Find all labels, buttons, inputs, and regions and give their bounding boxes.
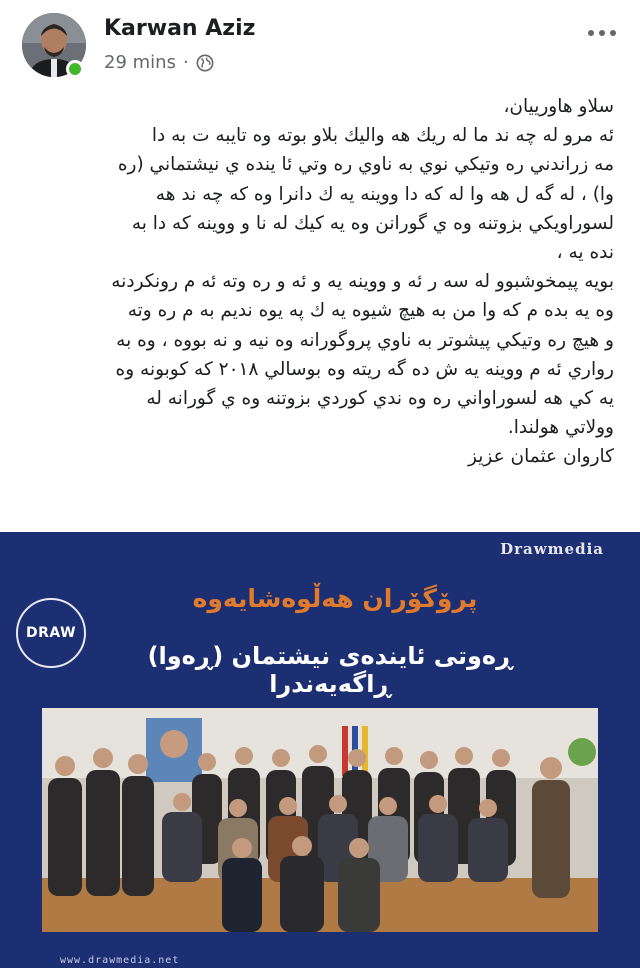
post-header — [0, 0, 640, 90]
post-line: مه زراندني ره وتيكي نوي به ناوي ره وتي ئا ينده ي نيشتماني (ره — [117, 154, 614, 176]
headline-secondary: ڕەوتی ئایندەی نیشتمان (ڕەوا) ڕاگەیەندرا — [147, 642, 513, 698]
group-photo-illustration — [42, 708, 598, 932]
brand-watermark: Drawmedia — [500, 540, 604, 558]
group-photo — [42, 708, 598, 932]
post-line: نده يه ، — [556, 242, 614, 264]
logo-text: DRAW — [25, 625, 77, 641]
post-image[interactable] — [0, 532, 640, 968]
post-line: سلاو هاوريیان، — [503, 96, 614, 117]
post-signature: كاروان عثمان عزيز — [468, 446, 614, 468]
post-timestamp[interactable]: 29 mins — [104, 52, 176, 73]
post-line: لسوراويكي بزوتنه وه ي گورانن وه يه كيك له نا و ووينه كه دا به — [131, 212, 614, 234]
more-options-icon[interactable] — [588, 26, 618, 40]
post-line: بويه پيمخوشبوو له سه ر ئه و ووينه يه و ئه و ره وته ئه م رونكردنه — [111, 271, 614, 293]
globe-icon — [196, 54, 214, 72]
meta-separator: · — [182, 52, 189, 73]
post-line: وا) ، له گه ل هه وا له كه دا ووينه يه ك دانرا وه كه چه ند هه — [155, 183, 614, 205]
draw-logo — [16, 598, 86, 668]
post-body — [24, 92, 614, 472]
post-line: يه كي هه لسوراواني ره وه ندي كوردي بزوتنه وه ي گورانه له — [146, 388, 614, 410]
post-line: وه يه بده م كه وا من به هيچ شيوه يه ك په يوه نديم به م ره وته — [127, 300, 614, 322]
website-watermark: www.drawmedia.net — [60, 955, 180, 966]
post-line: وولاتي هولندا. — [507, 417, 614, 439]
post-line: و هيچ ره وتيكي پيشوتر به ناوي پروگورانه وه نيه و نه بووه ، وه به — [116, 329, 614, 351]
post-line: ئه مرو له چه ند ما له ريك هه واليك بلاو بوته وه تايبه ت به دا — [151, 125, 614, 147]
post-line: رواري ئه م ووينه يه ش ده گه ريته وه بوسالي ٢٠١٨ كه كوبونه وه — [115, 358, 614, 380]
online-status-indicator — [66, 60, 84, 78]
headline-primary: پرۆگۆران هەڵوەشایەوە — [192, 584, 478, 613]
post-meta — [104, 52, 214, 73]
author-name[interactable]: Karwan Aziz — [104, 16, 256, 41]
